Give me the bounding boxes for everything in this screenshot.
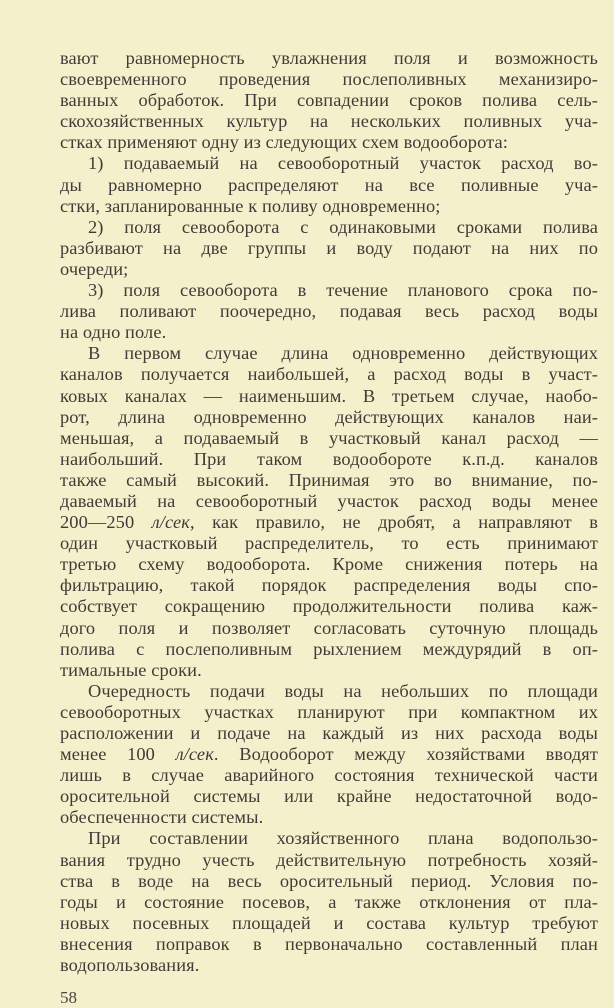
text-line: новых посевных площадей и состава культур требуют [60, 912, 598, 933]
text-line: ды равномерно распределяют на все поливные уча- [60, 174, 598, 195]
text-line: рот, длина одновременно действующих каналов наи- [60, 406, 598, 427]
text-line: на одно поле. [60, 322, 167, 343]
text-line: меньшая, а подаваемый в участковый канал расход — [60, 427, 598, 448]
text-line: один участковый распределитель, то есть принимают [60, 533, 598, 554]
text-line: дого поля и позволяет согласовать суточную площадь [60, 617, 598, 638]
text-segment: . Водооборот между хозяйствами вводят [213, 744, 599, 765]
text-line: также самый высокий. Принимая это во внимание, по- [60, 469, 598, 490]
text-line: стках применяют одну из следующих схем водооборота: [60, 132, 508, 153]
text-line: водопользования. [60, 955, 200, 976]
text-line: При составлении хозяйственного плана водопользо- [88, 828, 598, 849]
paragraph [60, 343, 598, 681]
unit-italic: л/сек [175, 744, 214, 765]
book-page-text [60, 48, 598, 976]
text-line: третью схему водооборота. Кроме снижения потерь на [60, 554, 598, 575]
paragraph [60, 681, 598, 829]
text-line: внесения поправок в первоначально составленный план [60, 933, 598, 954]
text-segment: менее 100 [60, 744, 176, 765]
text-segment: , как правило, не дробят, а направляют в [190, 512, 598, 533]
paragraph [60, 153, 598, 216]
text-line: вания трудно учесть действительную потребность хозяй- [60, 849, 598, 870]
paragraph [60, 828, 598, 976]
text-line: оросительной системы или крайне недостаточной водо- [60, 786, 598, 807]
text-line: ковых каналах — наименьшим. В третьем случае, наобо- [60, 385, 598, 406]
text-line: вают равномерность увлажнения поля и возможность [60, 48, 598, 68]
text-line: В первом случае длина одновременно действующих [88, 343, 598, 364]
text-line: собствует сокращению продолжительности полива каж- [60, 596, 598, 617]
text-line-with-unit [60, 512, 598, 533]
text-line: 1) подаваемый на севооборотный участок расход во- [88, 153, 598, 174]
text-line: расположении и подаче на каждый из них расхода воды [60, 723, 598, 743]
text-line: фильтрацию, такой порядок распределения воды спо- [60, 575, 598, 596]
text-line: севооборотных участках планируют при компактном их [60, 701, 598, 722]
paragraph [60, 217, 598, 280]
text-segment: 200—250 [60, 512, 152, 533]
text-line: стки, запланированные к поливу одновременно; [60, 195, 441, 216]
text-line: своевременного проведения послеполивных механизиро- [60, 69, 598, 90]
text-line: 3) поля севооборота в течение планового срока по- [88, 280, 598, 301]
page-body [60, 48, 598, 1008]
text-line: наибольший. При таком водообороте к.п.д. каналов [60, 448, 598, 469]
text-line: 2) поля севооборота с одинаковыми сроками полива [88, 216, 598, 237]
text-line: тимальные сроки. [60, 659, 202, 680]
text-line: обеспеченности системы. [60, 807, 264, 828]
text-line: ства в воде на весь оросительный период. Условия по- [60, 870, 598, 891]
text-line: очереди; [60, 258, 129, 279]
text-line: ванных обработок. При совпадении сроков полива сель- [60, 90, 598, 111]
paragraph [60, 280, 598, 343]
text-line: полива с послеполивным рыхлением междурядий в оп- [60, 638, 598, 659]
text-line: скохозяйственных культур на нескольких поливных уча- [60, 111, 598, 132]
paragraph [60, 48, 598, 153]
text-line: лишь в случае аварийного состояния технической части [60, 765, 598, 786]
text-line: годы и состояние посевов, а также отклонения от пла- [60, 891, 598, 912]
unit-italic: л/сек [151, 512, 190, 533]
text-line-with-unit [60, 744, 598, 765]
text-line: лива поливают поочередно, подавая весь расход воды [60, 301, 598, 322]
text-line: каналов получается наибольшей, а расход воды в участ- [60, 364, 598, 385]
text-line: разбивают на две группы и воду подают на них по [60, 237, 598, 258]
text-line: даваемый на севооборотный участок расход воды менее [60, 490, 598, 511]
text-line: Очередность подачи воды на небольших по площади [88, 680, 598, 701]
page-number: 58 [60, 988, 77, 1008]
